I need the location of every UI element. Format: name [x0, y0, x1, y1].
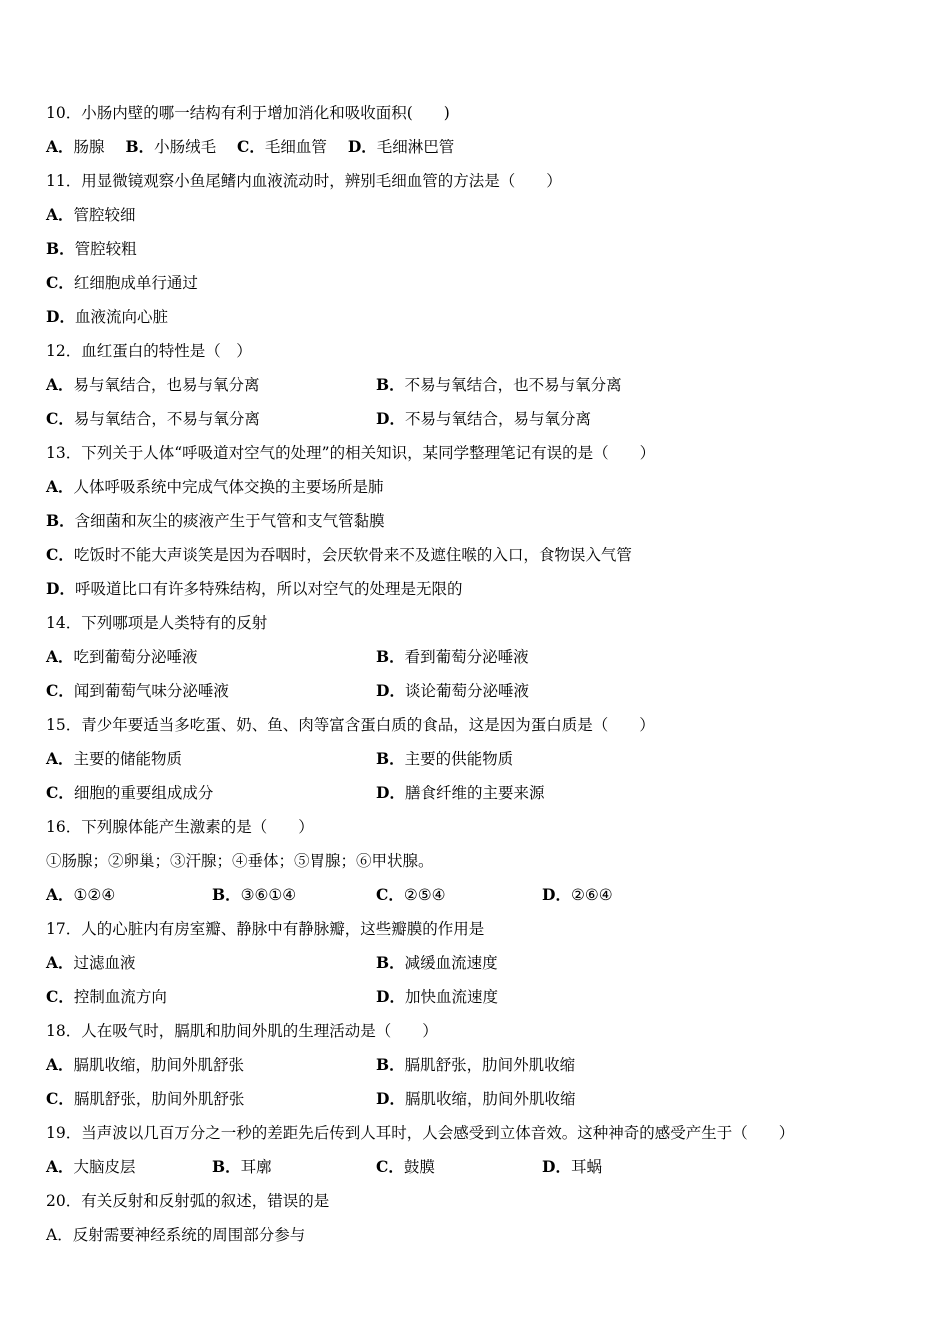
question-20-stem: 20．有关反射和反射弧的叙述，错误的是 [46, 1192, 330, 1210]
question-13-option-d: D．呼吸道比口有许多特殊结构，所以对空气的处理是无限的 [46, 579, 463, 598]
option-a: A．肠腺 [46, 137, 105, 156]
question-13-stem: 13．下列关于人体“呼吸道对空气的处理”的相关知识，某同学整理笔记有误的是（ ） [46, 444, 656, 462]
option-a: A．过滤血液 [46, 953, 136, 972]
option-c: C．毛细血管 [237, 137, 327, 156]
question-12-options-row-2 [46, 402, 906, 436]
option-a: A．吃到葡萄分泌唾液 [46, 647, 198, 666]
option-d: D．膈肌收缩，肋间外肌收缩 [376, 1089, 576, 1108]
question-16-stem: 16．下列腺体能产生激素的是（ ） [46, 818, 314, 836]
option-a: A．大脑皮层 [46, 1157, 136, 1176]
option-b: B．③⑥①④ [212, 885, 297, 904]
option-d: D．②⑥④ [542, 885, 613, 904]
question-17-stem: 17．人的心脏内有房室瓣、静脉中有静脉瓣，这些瓣膜的作用是 [46, 920, 485, 938]
question-15-options-row-1 [46, 742, 906, 776]
question-13-option-c: C．吃饭时不能大声谈笑是因为吞咽时，会厌软骨来不及遮住喉的入口，食物误入气管 [46, 545, 632, 564]
option-d: D．不易与氧结合，易与氧分离 [376, 409, 591, 428]
option-d: D．加快血流速度 [376, 987, 498, 1006]
option-b: B．减缓血流速度 [376, 953, 498, 972]
option-b: B．看到葡萄分泌唾液 [376, 647, 529, 666]
option-b: B．小肠绒毛 [125, 137, 217, 156]
option-c: C．②⑤④ [376, 885, 446, 904]
question-18-stem: 18．人在吸气时，膈肌和肋间外肌的生理活动是（ ） [46, 1022, 438, 1040]
option-a: A．膈肌收缩，肋间外肌舒张 [46, 1055, 245, 1074]
option-c: C．控制血流方向 [46, 987, 167, 1006]
question-10-stem: 10．小肠内壁的哪一结构有利于增加消化和吸收面积( ) [46, 104, 450, 122]
question-13-option-a: A．人体呼吸系统中完成气体交换的主要场所是肺 [46, 477, 384, 496]
option-c: C．闻到葡萄气味分泌唾液 [46, 681, 229, 700]
option-a: A．主要的储能物质 [46, 749, 183, 768]
option-c: C．膈肌舒张，肋间外肌舒张 [46, 1089, 245, 1108]
question-18-options-row-2 [46, 1082, 906, 1116]
question-11-option-d: D．血液流向心脏 [46, 307, 168, 326]
question-10-options [46, 130, 906, 164]
option-b: B．耳廓 [212, 1157, 272, 1176]
question-17-options-row-2 [46, 980, 906, 1014]
option-a: A．易与氧结合，也易与氧分离 [46, 375, 260, 394]
question-18-options-row-1 [46, 1048, 906, 1082]
question-14-stem: 14．下列哪项是人类特有的反射 [46, 614, 268, 632]
question-17-options-row-1 [46, 946, 906, 980]
question-12-stem: 12．血红蛋白的特性是（ ） [46, 342, 252, 360]
question-14-options-row-1 [46, 640, 906, 674]
question-20-option-a: A．反射需要神经系统的周围部分参与 [46, 1226, 306, 1244]
question-11-stem: 11．用显微镜观察小鱼尾鳍内血液流动时，辨别毛细血管的方法是（ ） [46, 172, 562, 190]
option-a: A．①②④ [46, 885, 116, 904]
option-d: D．毛细淋巴管 [347, 137, 455, 156]
option-b: B．不易与氧结合，也不易与氧分离 [376, 375, 622, 394]
question-19-stem: 19．当声波以几百万分之一秒的差距先后传到人耳时，人会感受到立体音效。这种神奇的感受产生于（ ） [46, 1124, 795, 1142]
question-13-option-b: B．含细菌和灰尘的痰液产生于气管和支气管黏膜 [46, 511, 385, 530]
question-19-options [46, 1150, 906, 1184]
exam-page [46, 96, 906, 1252]
question-16-glands-list: ①肠腺；②卵巢；③汗腺；④垂体；⑤胃腺；⑥甲状腺。 [46, 852, 434, 870]
option-d: D．膳食纤维的主要来源 [376, 783, 545, 802]
option-c: C．易与氧结合，不易与氧分离 [46, 409, 260, 428]
question-11-option-b: B．管腔较粗 [46, 239, 137, 258]
option-d: D．耳蜗 [542, 1157, 602, 1176]
question-11-option-c: C．红细胞成单行通过 [46, 273, 198, 292]
question-15-options-row-2 [46, 776, 906, 810]
question-11-option-a: A．管腔较细 [46, 205, 136, 224]
option-b: B．膈肌舒张，肋间外肌收缩 [376, 1055, 576, 1074]
question-16-options [46, 878, 906, 912]
option-b: B．主要的供能物质 [376, 749, 514, 768]
question-12-options-row-1 [46, 368, 906, 402]
option-c: C．细胞的重要组成成分 [46, 783, 214, 802]
option-c: C．鼓膜 [376, 1157, 435, 1176]
question-15-stem: 15．青少年要适当多吃蛋、奶、鱼、肉等富含蛋白质的食品，这是因为蛋白质是（ ） [46, 716, 655, 734]
question-14-options-row-2 [46, 674, 906, 708]
option-d: D．谈论葡萄分泌唾液 [376, 681, 529, 700]
